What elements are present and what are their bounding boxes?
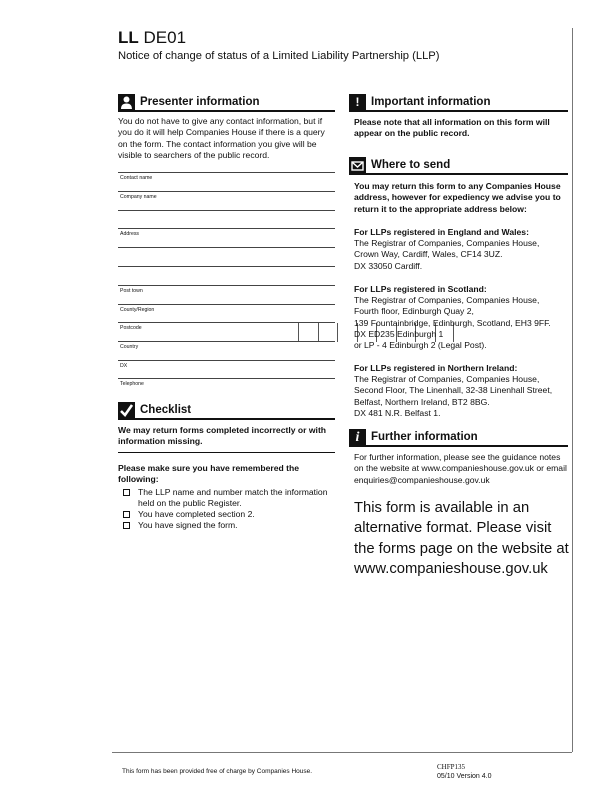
- address-field-3[interactable]: [118, 266, 335, 285]
- exclamation-icon: !: [349, 94, 366, 111]
- address-field[interactable]: Address: [118, 228, 335, 247]
- checklist-divider: [118, 452, 335, 453]
- important-heading: ! Important information: [349, 94, 568, 112]
- frame-bottom-line: [112, 752, 572, 753]
- scotland-address: The Registrar of Companies, Companies House, Fourth floor, Edinburgh Quay 2, 139 Fountainbridge, Edinburgh, Scotland, EH3 9FF. DX ED235 Edinburgh 1 or LP - 4 Edinburgh 2 (Legal Post).: [354, 295, 551, 351]
- telephone-field[interactable]: Telephone: [118, 378, 335, 397]
- address-field-2[interactable]: [118, 247, 335, 266]
- presenter-heading: Presenter information: [118, 94, 335, 112]
- check-icon: [118, 402, 135, 419]
- postcode-field[interactable]: Postcode: [118, 322, 335, 341]
- info-icon: i: [349, 429, 366, 446]
- company-name-field[interactable]: Company name: [118, 191, 335, 210]
- checkbox[interactable]: [123, 489, 130, 496]
- important-text: Please note that all information on this form will appear on the public record.: [354, 117, 550, 139]
- frame-right-line: [572, 28, 573, 752]
- checklist-remember: Please make sure you have remembered the following:: [118, 463, 300, 485]
- country-field[interactable]: Country: [118, 341, 335, 360]
- person-icon: [118, 94, 135, 111]
- scotland-heading: For LLPs registered in Scotland:: [354, 284, 487, 294]
- envelope-icon: [349, 157, 366, 174]
- footer-free-note: This form has been provided free of charge by Companies House.: [122, 768, 313, 775]
- where-to-send-intro: You may return this form to any Companies House address, however for expediency we advise you to return it to the appropriate address below:: [354, 181, 561, 214]
- company-name-field-2[interactable]: [118, 210, 335, 228]
- dx-field[interactable]: DX: [118, 360, 335, 378]
- england-heading: For LLPs registered in England and Wales:: [354, 227, 529, 237]
- ni-address: The Registrar of Companies, Companies House, Second Floor, The Linenhall, 32-38 Linenhall Street, Belfast, Northern Ireland, BT2 8BG. DX 481 N.R. Belfast 1.: [354, 374, 553, 418]
- where-to-send-heading: Where to send: [349, 157, 568, 175]
- county-field[interactable]: County/Region: [118, 304, 335, 322]
- checklist-heading: Checklist: [118, 402, 335, 420]
- contact-name-field[interactable]: Contact name: [118, 172, 335, 191]
- checkbox[interactable]: [123, 511, 130, 518]
- post-town-field[interactable]: Post town: [118, 285, 335, 304]
- checkbox[interactable]: [123, 522, 130, 529]
- further-text: For further information, please see the guidance notes on the website at www.companieshouse.gov.uk or email enquiries@companieshouse.gov.uk: [354, 452, 567, 485]
- checklist-warning: We may return forms completed incorrectly or with information missing.: [118, 425, 327, 447]
- ni-heading: For LLPs registered in Northern Ireland:: [354, 363, 518, 373]
- footer-version: CHFP135 05/10 Version 4.0: [437, 763, 492, 780]
- england-address: The Registrar of Companies, Companies House, Crown Way, Cardiff, Wales, CF14 3UZ. DX 33050 Cardiff.: [354, 238, 540, 271]
- further-heading: i Further information: [349, 429, 568, 447]
- form-code: LL DE01: [118, 28, 187, 47]
- alt-format-note: This form is available in an alternative format. Please visit the forms page on the website at www.companieshouse.gov.uk: [354, 500, 569, 578]
- form-title: Notice of change of status of a Limited Liability Partnership (LLP): [118, 50, 440, 62]
- presenter-intro: You do not have to give any contact information, but if you do it will help Companies House if there is a query on the form. The contact information you give will be visible to searchers of the public record.: [118, 116, 325, 160]
